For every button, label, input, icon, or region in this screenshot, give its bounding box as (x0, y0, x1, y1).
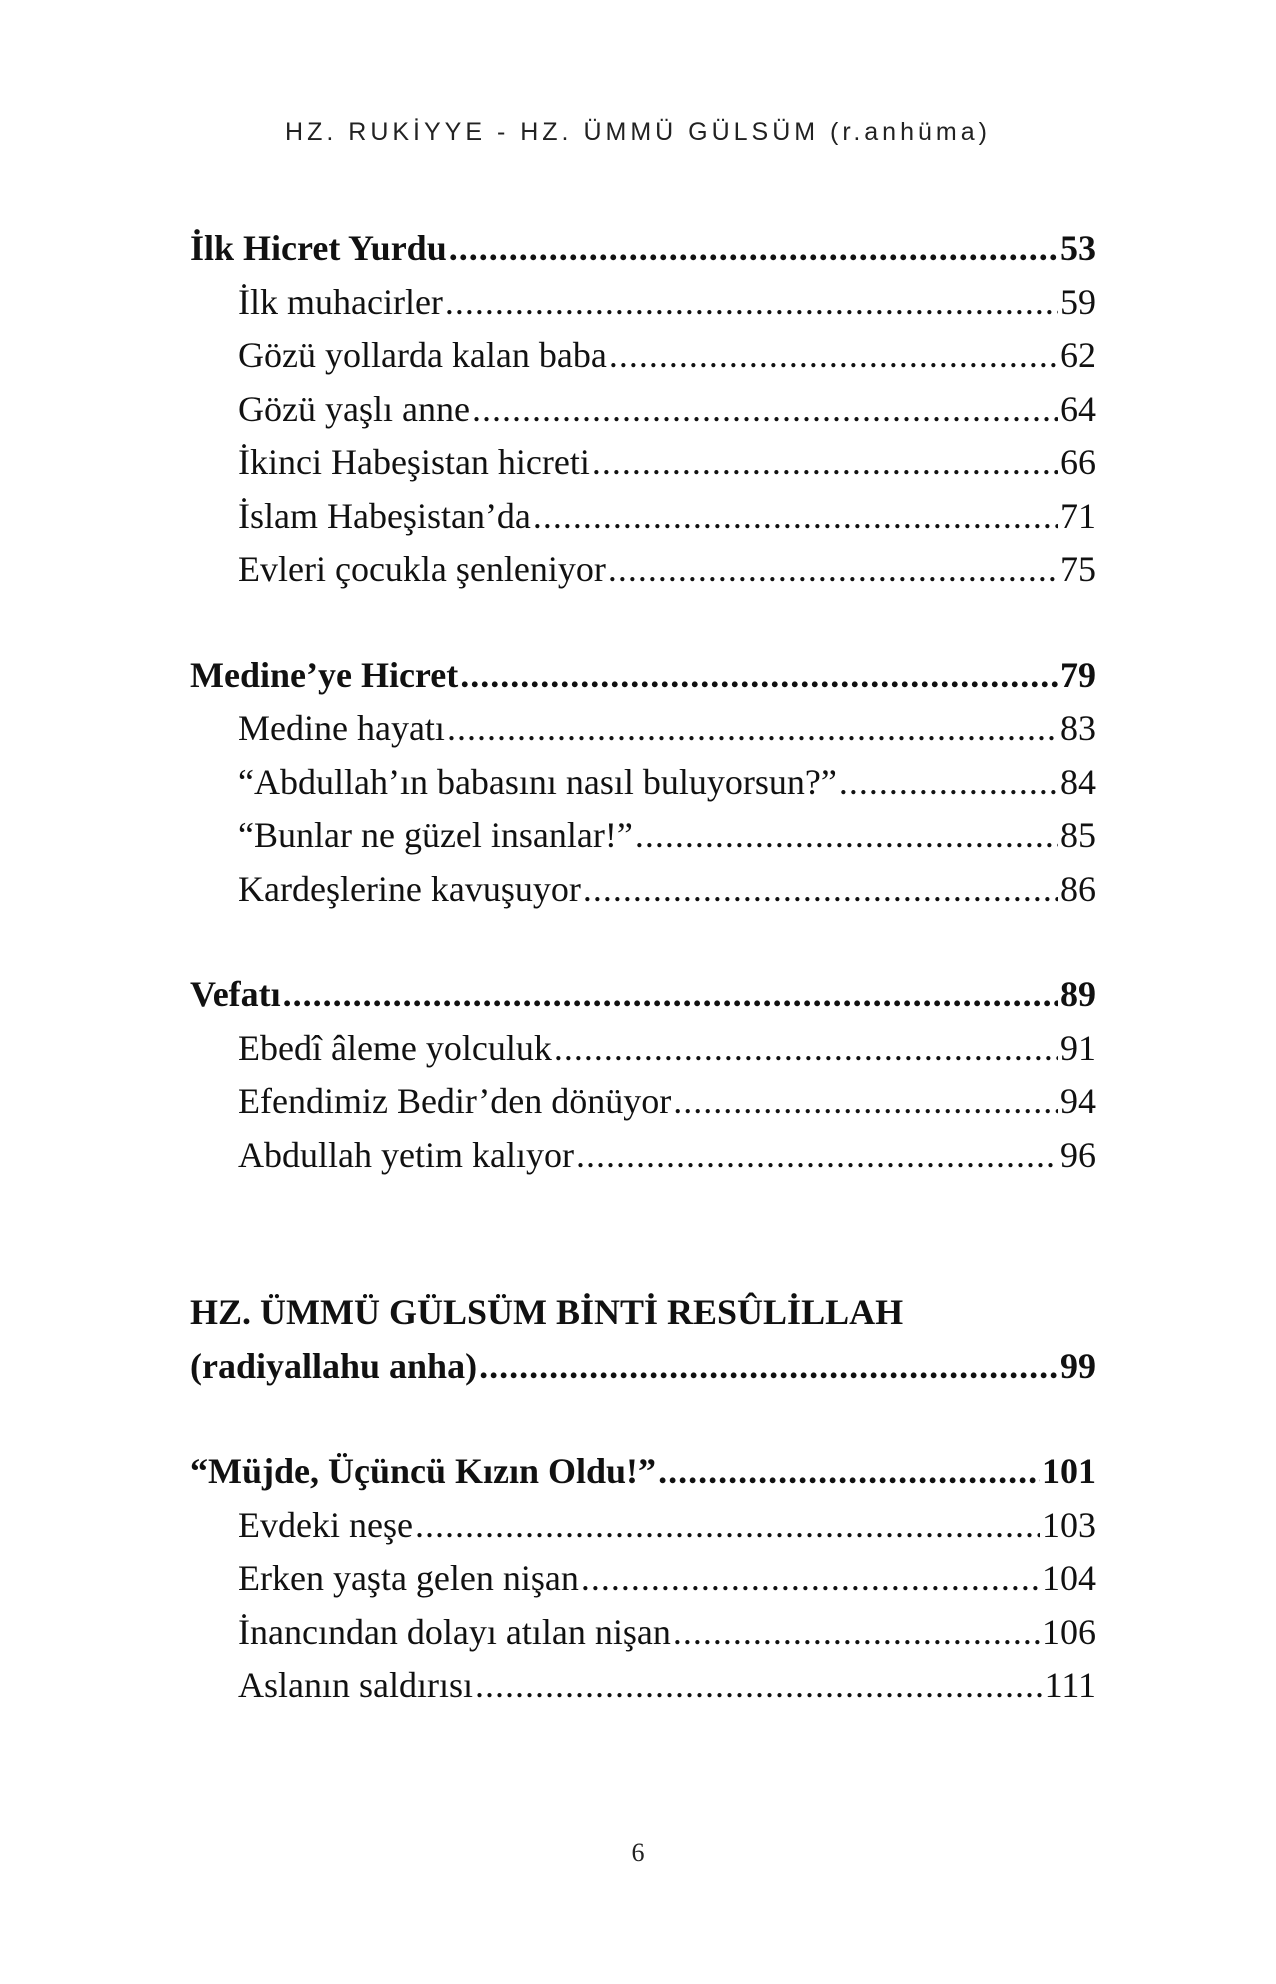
toc-part-title-line2: (radiyallahu anha) (190, 1345, 478, 1386)
toc-item-page: 62 (1060, 335, 1096, 375)
toc-heading-title: “Müjde, Üçüncü Kızın Oldu!” (190, 1451, 657, 1491)
toc-item-row[interactable] (190, 1129, 1096, 1183)
toc-item-row[interactable] (190, 1659, 1096, 1713)
toc-leader-dots (283, 968, 1058, 1022)
toc-item-row[interactable] (190, 809, 1096, 863)
toc-leader-dots (475, 1659, 1043, 1713)
toc-heading-page: 53 (1060, 228, 1096, 268)
toc-part-ummu-gulsum (190, 1286, 1096, 1393)
toc-part-title-row[interactable] (190, 1340, 1096, 1394)
toc-item-title: “Abdullah’ın babasını nasıl buluyorsun?” (238, 761, 837, 802)
toc-item-row[interactable] (190, 1606, 1096, 1660)
toc-leader-dots (460, 649, 1058, 703)
toc-leader-dots (609, 329, 1058, 383)
toc-item-title: Abdullah yetim kalıyor (238, 1134, 574, 1175)
toc-item-row[interactable] (190, 702, 1096, 756)
toc-item-row[interactable] (190, 329, 1096, 383)
toc-item-title: Evleri çocukla şenleniyor (238, 549, 606, 589)
toc-item-page: 104 (1042, 1558, 1096, 1598)
table-of-contents (190, 222, 1096, 1713)
toc-item-row[interactable] (190, 543, 1096, 597)
toc-item-page: 103 (1042, 1504, 1096, 1545)
toc-item-title: Erken yaşta gelen nişan (238, 1558, 579, 1598)
toc-item-title: Gözü yollarda kalan baba (238, 335, 607, 375)
toc-heading-title: Vefatı (190, 974, 281, 1014)
toc-leader-dots (839, 756, 1058, 810)
toc-heading-title: İlk Hicret Yurdu (190, 228, 447, 268)
toc-item-page: 96 (1060, 1134, 1096, 1175)
toc-leader-dots (445, 276, 1058, 330)
toc-item-page: 83 (1060, 708, 1096, 748)
toc-item-page: 71 (1060, 495, 1096, 536)
toc-leader-dots (635, 809, 1058, 863)
toc-section-vefati (190, 968, 1096, 1182)
section-spacer (190, 916, 1096, 968)
toc-item-row[interactable] (190, 276, 1096, 330)
toc-item-title: Gözü yaşlı anne (238, 388, 470, 429)
toc-leader-dots (533, 490, 1058, 544)
toc-item-title: İslam Habeşistan’da (238, 495, 531, 536)
section-spacer (190, 597, 1096, 649)
toc-leader-dots (673, 1606, 1040, 1660)
toc-heading-row[interactable] (190, 968, 1096, 1022)
section-spacer (190, 1393, 1096, 1445)
toc-section-medineye-hicret (190, 649, 1096, 917)
toc-item-row[interactable] (190, 383, 1096, 437)
toc-leader-dots (479, 1340, 1058, 1394)
toc-item-title: İlk muhacirler (238, 281, 443, 322)
toc-item-row[interactable] (190, 1499, 1096, 1553)
toc-item-title: Kardeşlerine kavuşuyor (238, 868, 581, 909)
toc-item-row[interactable] (190, 863, 1096, 917)
toc-item-title: Aslanın saldırısı (238, 1665, 473, 1705)
toc-part-page: 99 (1060, 1345, 1096, 1386)
toc-item-title: Efendimiz Bedir’den dönüyor (238, 1081, 672, 1121)
toc-item-title: Evdeki neşe (238, 1504, 413, 1545)
toc-section-ilk-hicret-yurdu (190, 222, 1096, 597)
toc-item-title: Medine hayatı (238, 708, 445, 748)
toc-heading-page: 89 (1060, 974, 1096, 1014)
toc-part-title-line1[interactable]: HZ. ÜMMÜ GÜLSÜM BİNTİ RESÛLİLLAH (190, 1292, 904, 1332)
toc-heading-page: 79 (1060, 654, 1096, 695)
toc-item-page: 94 (1060, 1081, 1096, 1121)
toc-heading-row[interactable] (190, 649, 1096, 703)
toc-item-page: 111 (1044, 1665, 1096, 1705)
toc-section-mujde (190, 1445, 1096, 1713)
toc-leader-dots (449, 222, 1058, 276)
toc-leader-dots (576, 1129, 1058, 1183)
toc-leader-dots (447, 702, 1058, 756)
toc-leader-dots (554, 1022, 1058, 1076)
toc-item-row[interactable] (190, 1075, 1096, 1129)
part-spacer (190, 1182, 1096, 1286)
toc-item-page: 106 (1042, 1611, 1096, 1652)
toc-heading-row[interactable] (190, 222, 1096, 276)
toc-item-page: 91 (1060, 1027, 1096, 1068)
toc-item-page: 86 (1060, 868, 1096, 909)
toc-leader-dots (583, 863, 1058, 917)
toc-item-row[interactable] (190, 1022, 1096, 1076)
toc-item-row[interactable] (190, 756, 1096, 810)
toc-leader-dots (592, 436, 1058, 490)
toc-item-title: “Bunlar ne güzel insanlar!” (238, 815, 633, 855)
page-number: 6 (631, 1838, 645, 1867)
toc-item-row[interactable] (190, 1552, 1096, 1606)
toc-item-page: 85 (1060, 815, 1096, 855)
toc-leader-dots (673, 1075, 1058, 1129)
running-header: HZ. RUKİYYE - HZ. ÜMMÜ GÜLSÜM (r.anhüma) (285, 118, 991, 146)
toc-item-page: 64 (1060, 388, 1096, 429)
toc-item-title: Ebedî âleme yolculuk (238, 1027, 552, 1068)
toc-item-page: 59 (1060, 281, 1096, 322)
toc-leader-dots (472, 383, 1058, 437)
toc-item-title: İnancından dolayı atılan nişan (238, 1611, 671, 1652)
toc-item-page: 84 (1060, 761, 1096, 802)
toc-heading-title: Medine’ye Hicret (190, 654, 459, 695)
toc-item-page: 66 (1060, 442, 1096, 482)
toc-leader-dots (608, 543, 1058, 597)
toc-leader-dots (581, 1552, 1040, 1606)
toc-heading-page: 101 (1042, 1451, 1096, 1491)
toc-item-row[interactable] (190, 436, 1096, 490)
toc-leader-dots (658, 1445, 1040, 1499)
toc-item-row[interactable] (190, 490, 1096, 544)
toc-heading-row[interactable] (190, 1445, 1096, 1499)
toc-item-title: İkinci Habeşistan hicreti (238, 442, 590, 482)
toc-item-page: 75 (1060, 549, 1096, 589)
toc-leader-dots (415, 1499, 1040, 1553)
